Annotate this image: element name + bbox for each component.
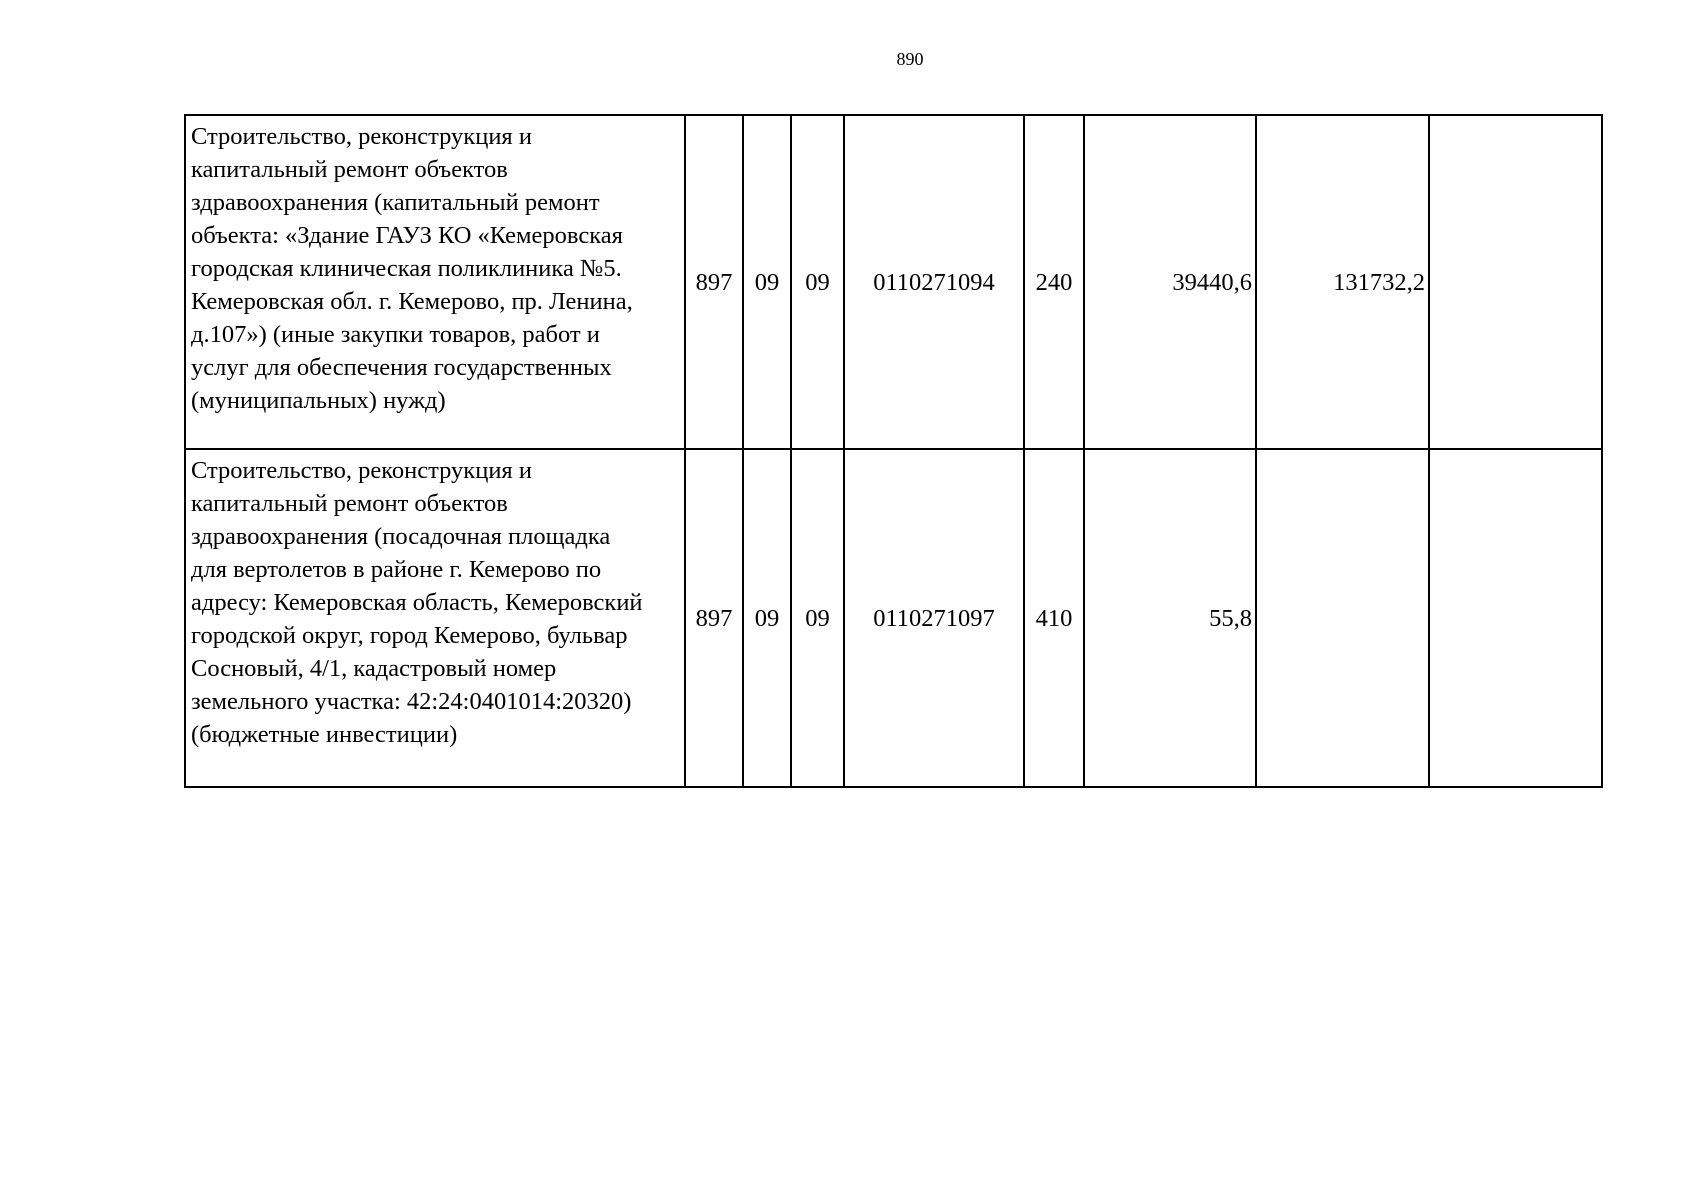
table-row [185,449,1602,787]
expense-type-cell: 240 [1024,115,1084,449]
table-row [185,115,1602,449]
section-code-cell: 09 [743,115,791,449]
ministry-code-cell: 897 [685,115,743,449]
description-cell: Строительство, реконструкция и капитальный ремонт объектов здравоохранения (посадочная площадка для вертолетов в районе г. Кемерово по адресу: Кемеровская область, Кемеровский городской округ, город Кемерово, бульвар Сосновый, 4/1, кадастровый номер земельного участка: 42:24:0401014:20320) (бюджетные инвестиции) [185,449,685,787]
amount-year-1-cell: 55,8 [1084,449,1256,787]
description-cell: Строительство, реконструкция и капитальный ремонт объектов здравоохранения (капитальный ремонт объекта: «Здание ГАУЗ КО «Кемеровская городская клиническая поликлиника №5. Кемеровская обл. г. Кемерово, пр. Ленина, д.107») (иные закупки товаров, работ и услуг для обеспечения государственных (муниципальных) нужд) [185,115,685,449]
page-number: 890 [896,49,924,69]
ministry-code-cell: 897 [685,449,743,787]
subsection-code-cell: 09 [791,449,844,787]
section-code-cell: 09 [743,449,791,787]
target-article-cell: 0110271097 [844,449,1024,787]
amount-year-3-cell [1429,449,1602,787]
budget-table [184,114,1603,788]
amount-year-1-cell: 39440,6 [1084,115,1256,449]
target-article-cell: 0110271094 [844,115,1024,449]
subsection-code-cell: 09 [791,115,844,449]
amount-year-2-cell: 131732,2 [1256,115,1429,449]
expense-type-cell: 410 [1024,449,1084,787]
amount-year-3-cell [1429,115,1602,449]
amount-year-2-cell [1256,449,1429,787]
